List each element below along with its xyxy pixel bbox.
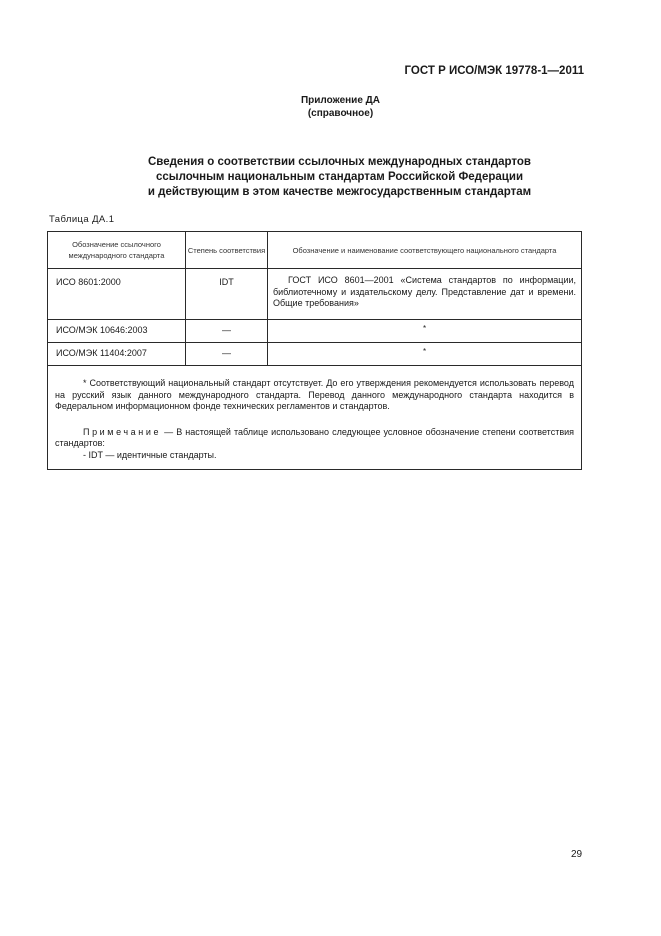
correspondence-table (47, 231, 582, 470)
table-notes (48, 366, 582, 470)
page-number: 29 (571, 849, 583, 860)
column-header-degree: Степень соответствия (186, 232, 268, 269)
cell-national: * (268, 343, 582, 366)
cell-degree: — (186, 343, 268, 366)
column-header-reference: Обозначение ссылочного международного стандарта (48, 232, 186, 269)
table-notes-row (48, 366, 582, 470)
note-text: — В настоящей таблице использовано следующее условное обозначение степени соответствия стандартов: (55, 426, 574, 448)
cell-degree: — (186, 320, 268, 343)
table-row (48, 343, 582, 366)
annex-title: Приложение ДА (300, 95, 381, 106)
heading-line: и действующим в этом качестве межгосударственным стандартам (147, 186, 532, 198)
note (55, 427, 574, 450)
cell-national: * (268, 320, 582, 343)
cell-reference: ИСО/МЭК 10646:2003 (48, 320, 186, 343)
column-header-national: Обозначение и наименование соответствующего национального стандарта (268, 232, 582, 269)
annex-header (0, 94, 661, 120)
section-heading (0, 155, 661, 200)
note-lead: Примечание (83, 426, 162, 437)
cell-reference: ИСО 8601:2000 (48, 269, 186, 320)
table-header-row (48, 232, 582, 269)
table-caption: Таблица ДА.1 (49, 214, 115, 225)
cell-national: ГОСТ ИСО 8601—2001 «Система стандартов по информации, библиотечному и издательскому делу. Представление дат и времени. Общие требования» (268, 269, 582, 320)
annex-subtitle: (справочное) (307, 108, 374, 119)
cell-reference: ИСО/МЭК 11404:2007 (48, 343, 186, 366)
note-item: - IDT — идентичные стандарты. (83, 449, 217, 460)
document-id: ГОСТ Р ИСО/МЭК 19778-1—2011 (404, 65, 584, 77)
table-row (48, 269, 582, 320)
footnote: * Соответствующий национальный стандарт отсутствует. До его утверждения рекомендуется использовать перевод на русский язык данного международного стандарта. Перевод данного международного стандарта находится в Федеральном информационном фонде технических регламентов и стандартов. (55, 378, 574, 411)
heading-line: Сведения о соответствии ссылочных международных стандартов (147, 156, 531, 168)
heading-line: ссылочным национальным стандартам Российской Федерации (155, 171, 524, 183)
cell-degree: IDT (186, 269, 268, 320)
table-row (48, 320, 582, 343)
